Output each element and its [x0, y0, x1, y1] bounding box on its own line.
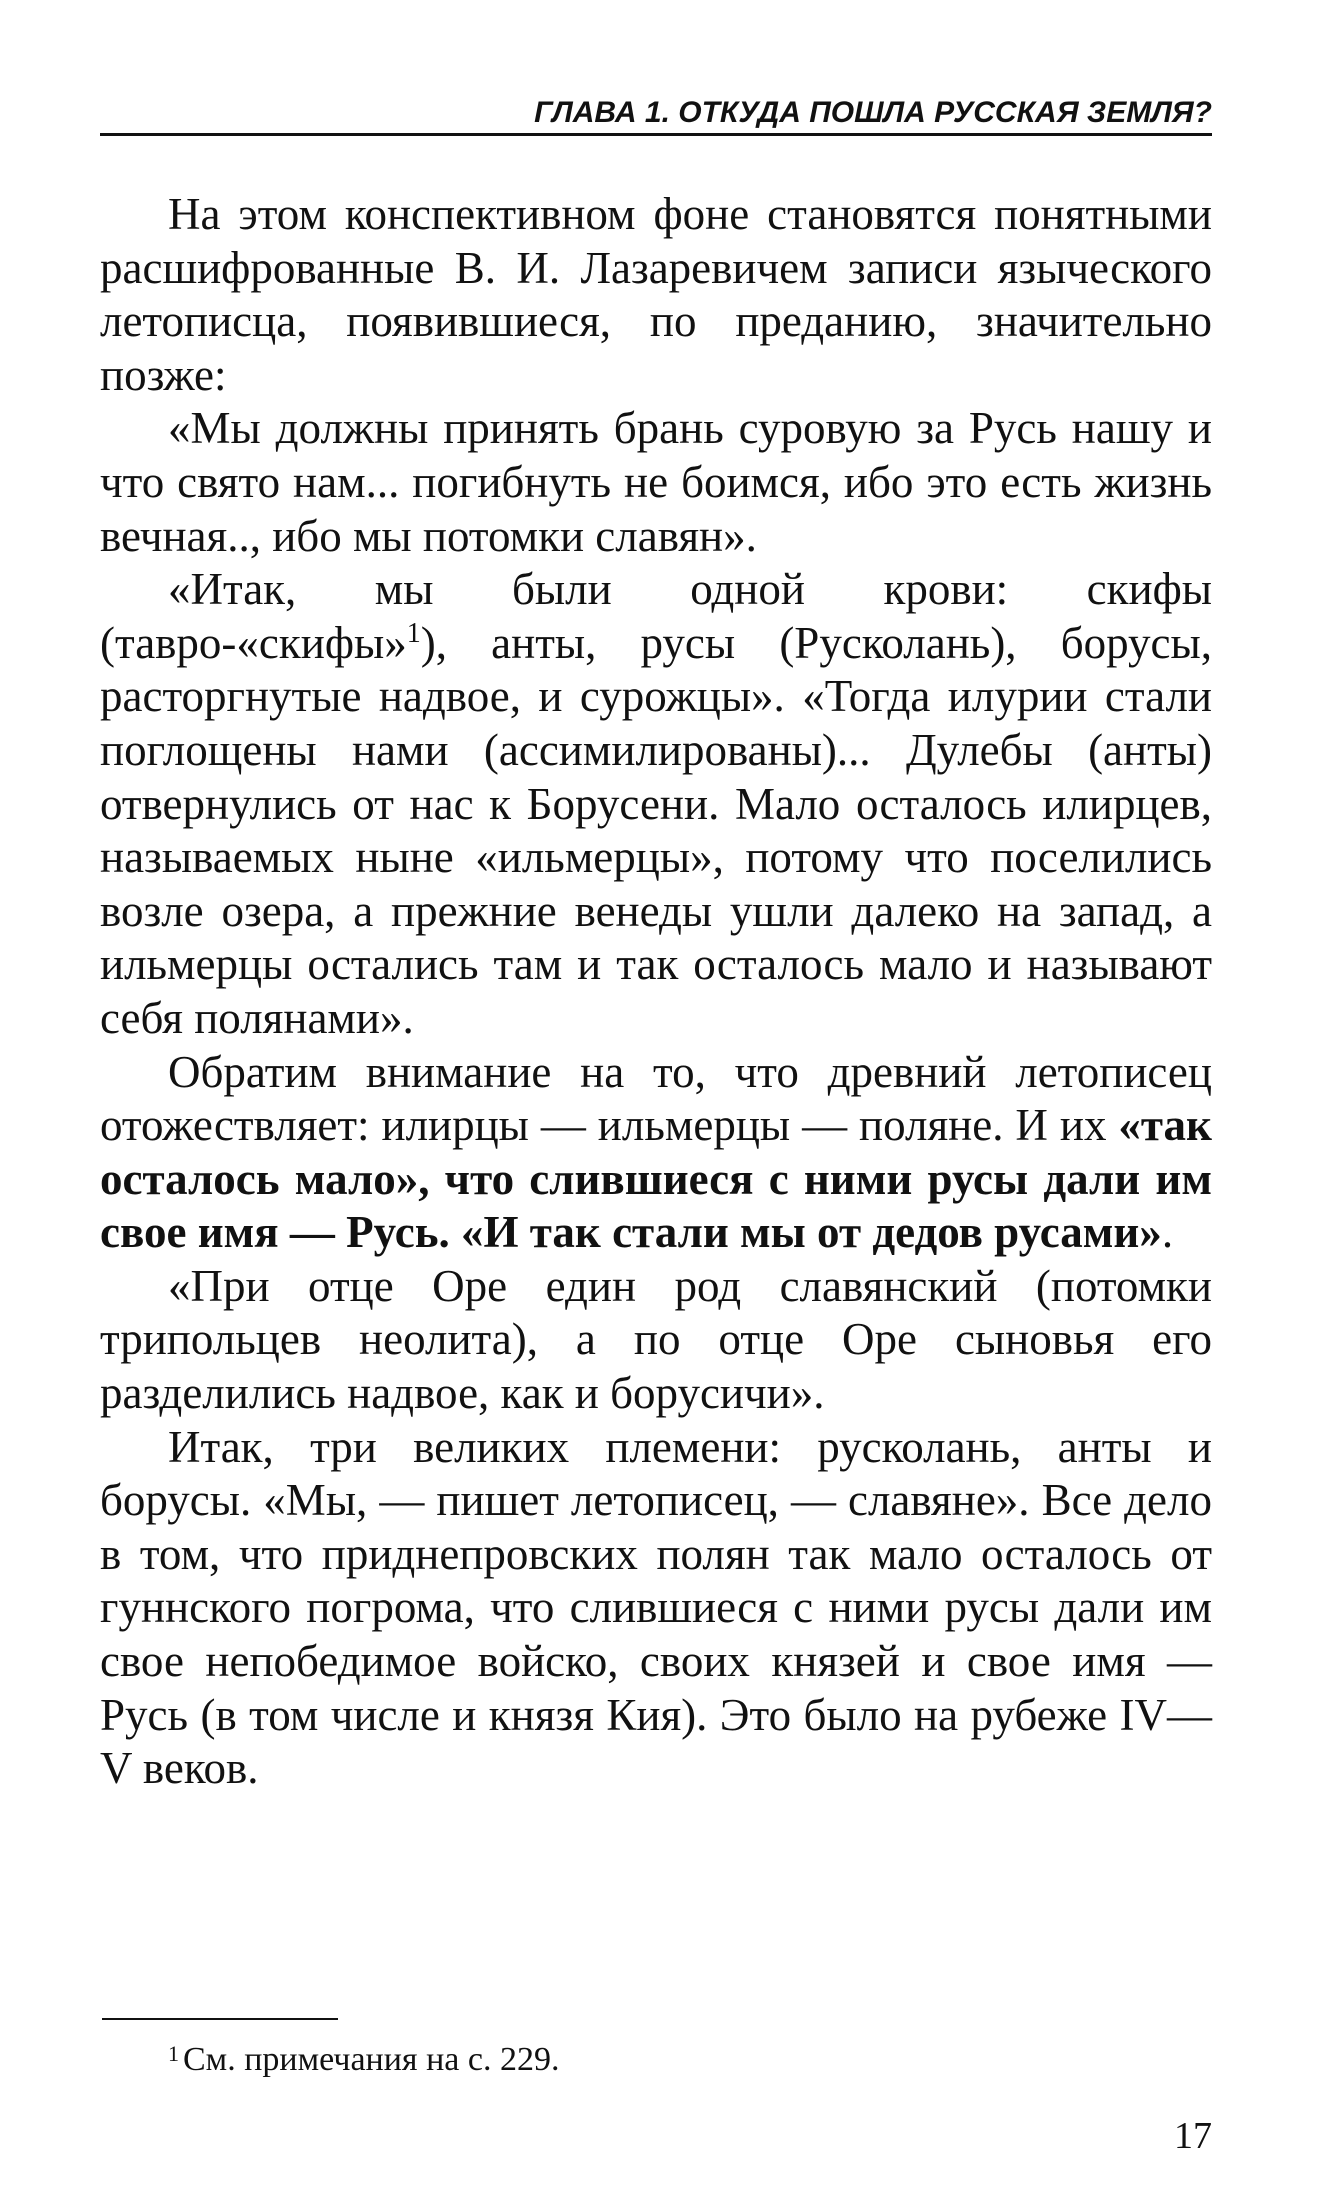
paragraph-4-plain: Обратим внимание на то, что древний летописец отожествляет: илирцы — ильмерцы — поляне. И их [100, 1046, 1212, 1151]
paragraph-4-bold: «так осталось мало», что слившиеся с ними русы дали им свое имя — Русь. «И так стали мы от дедов русами» [100, 1100, 1212, 1258]
paragraph-3-part-1: «Итак, мы были одной крови: скифы (тавро-«скифы» [100, 564, 1212, 668]
paragraph-4-end: . [1161, 1207, 1174, 1258]
footnote-rule [102, 2018, 338, 2020]
body-text [100, 188, 1212, 1796]
paragraph-3 [100, 563, 1212, 1045]
paragraph-5: «При отце Оре един род славянский (потомки трипольцев неолита), а по отце Оре сыновья его разделились надвое, как и борусичи». [100, 1260, 1212, 1419]
paragraph-2: «Мы должны принять брань суровую за Русь нашу и что свято нам... погибнуть не боимся, ибо это есть жизнь вечная.., ибо мы потомки славян». [100, 403, 1212, 561]
footnote-text: См. примечания на с. 229. [183, 2041, 560, 2078]
paragraph-6: Итак, три великих племени: русколань, анты и борусы. «Мы, — пишет летописец, — славяне». Все дело в том, что приднепровских полян так мало осталось от гуннского погрома, что слившиеся с ними русы дали им свое непобедимое войско, своих князей и свое имя — Русь (в том числе и князя Кия). Это было на рубеже IV—V веков. [100, 1421, 1212, 1794]
footnote-reference: 1 [406, 617, 421, 649]
running-head: ГЛАВА 1. ОТКУДА ПОШЛА РУССКАЯ ЗЕМЛЯ? [534, 96, 1212, 129]
page-number: 17 [1174, 2115, 1212, 2157]
footnote-marker: 1 [168, 2041, 179, 2066]
footnote [168, 2040, 559, 2080]
header-rule [100, 133, 1212, 136]
paragraph-1: На этом конспективном фоне становятся понятными расшифрованные В. И. Лазаревичем записи языческого летописца, появившиеся, по преданию, значительно позже: [100, 189, 1212, 400]
paragraph-4 [100, 1046, 1212, 1260]
paragraph-3-part-2: ), анты, русы (Русколань), борусы, расторгнутые надвое, и сурожцы». «Тогда илурии стали поглощены нами (ассимилированы)... Дулебы (анты) отвернулись от нас к Борусени. Мало осталось илирцев, называемых ныне «ильмерцы», потому что поселились возле озера, а прежние венеды ушли далеко на запад, а ильмерцы остались там и так осталось мало и называют себя полянами». [100, 617, 1212, 1043]
